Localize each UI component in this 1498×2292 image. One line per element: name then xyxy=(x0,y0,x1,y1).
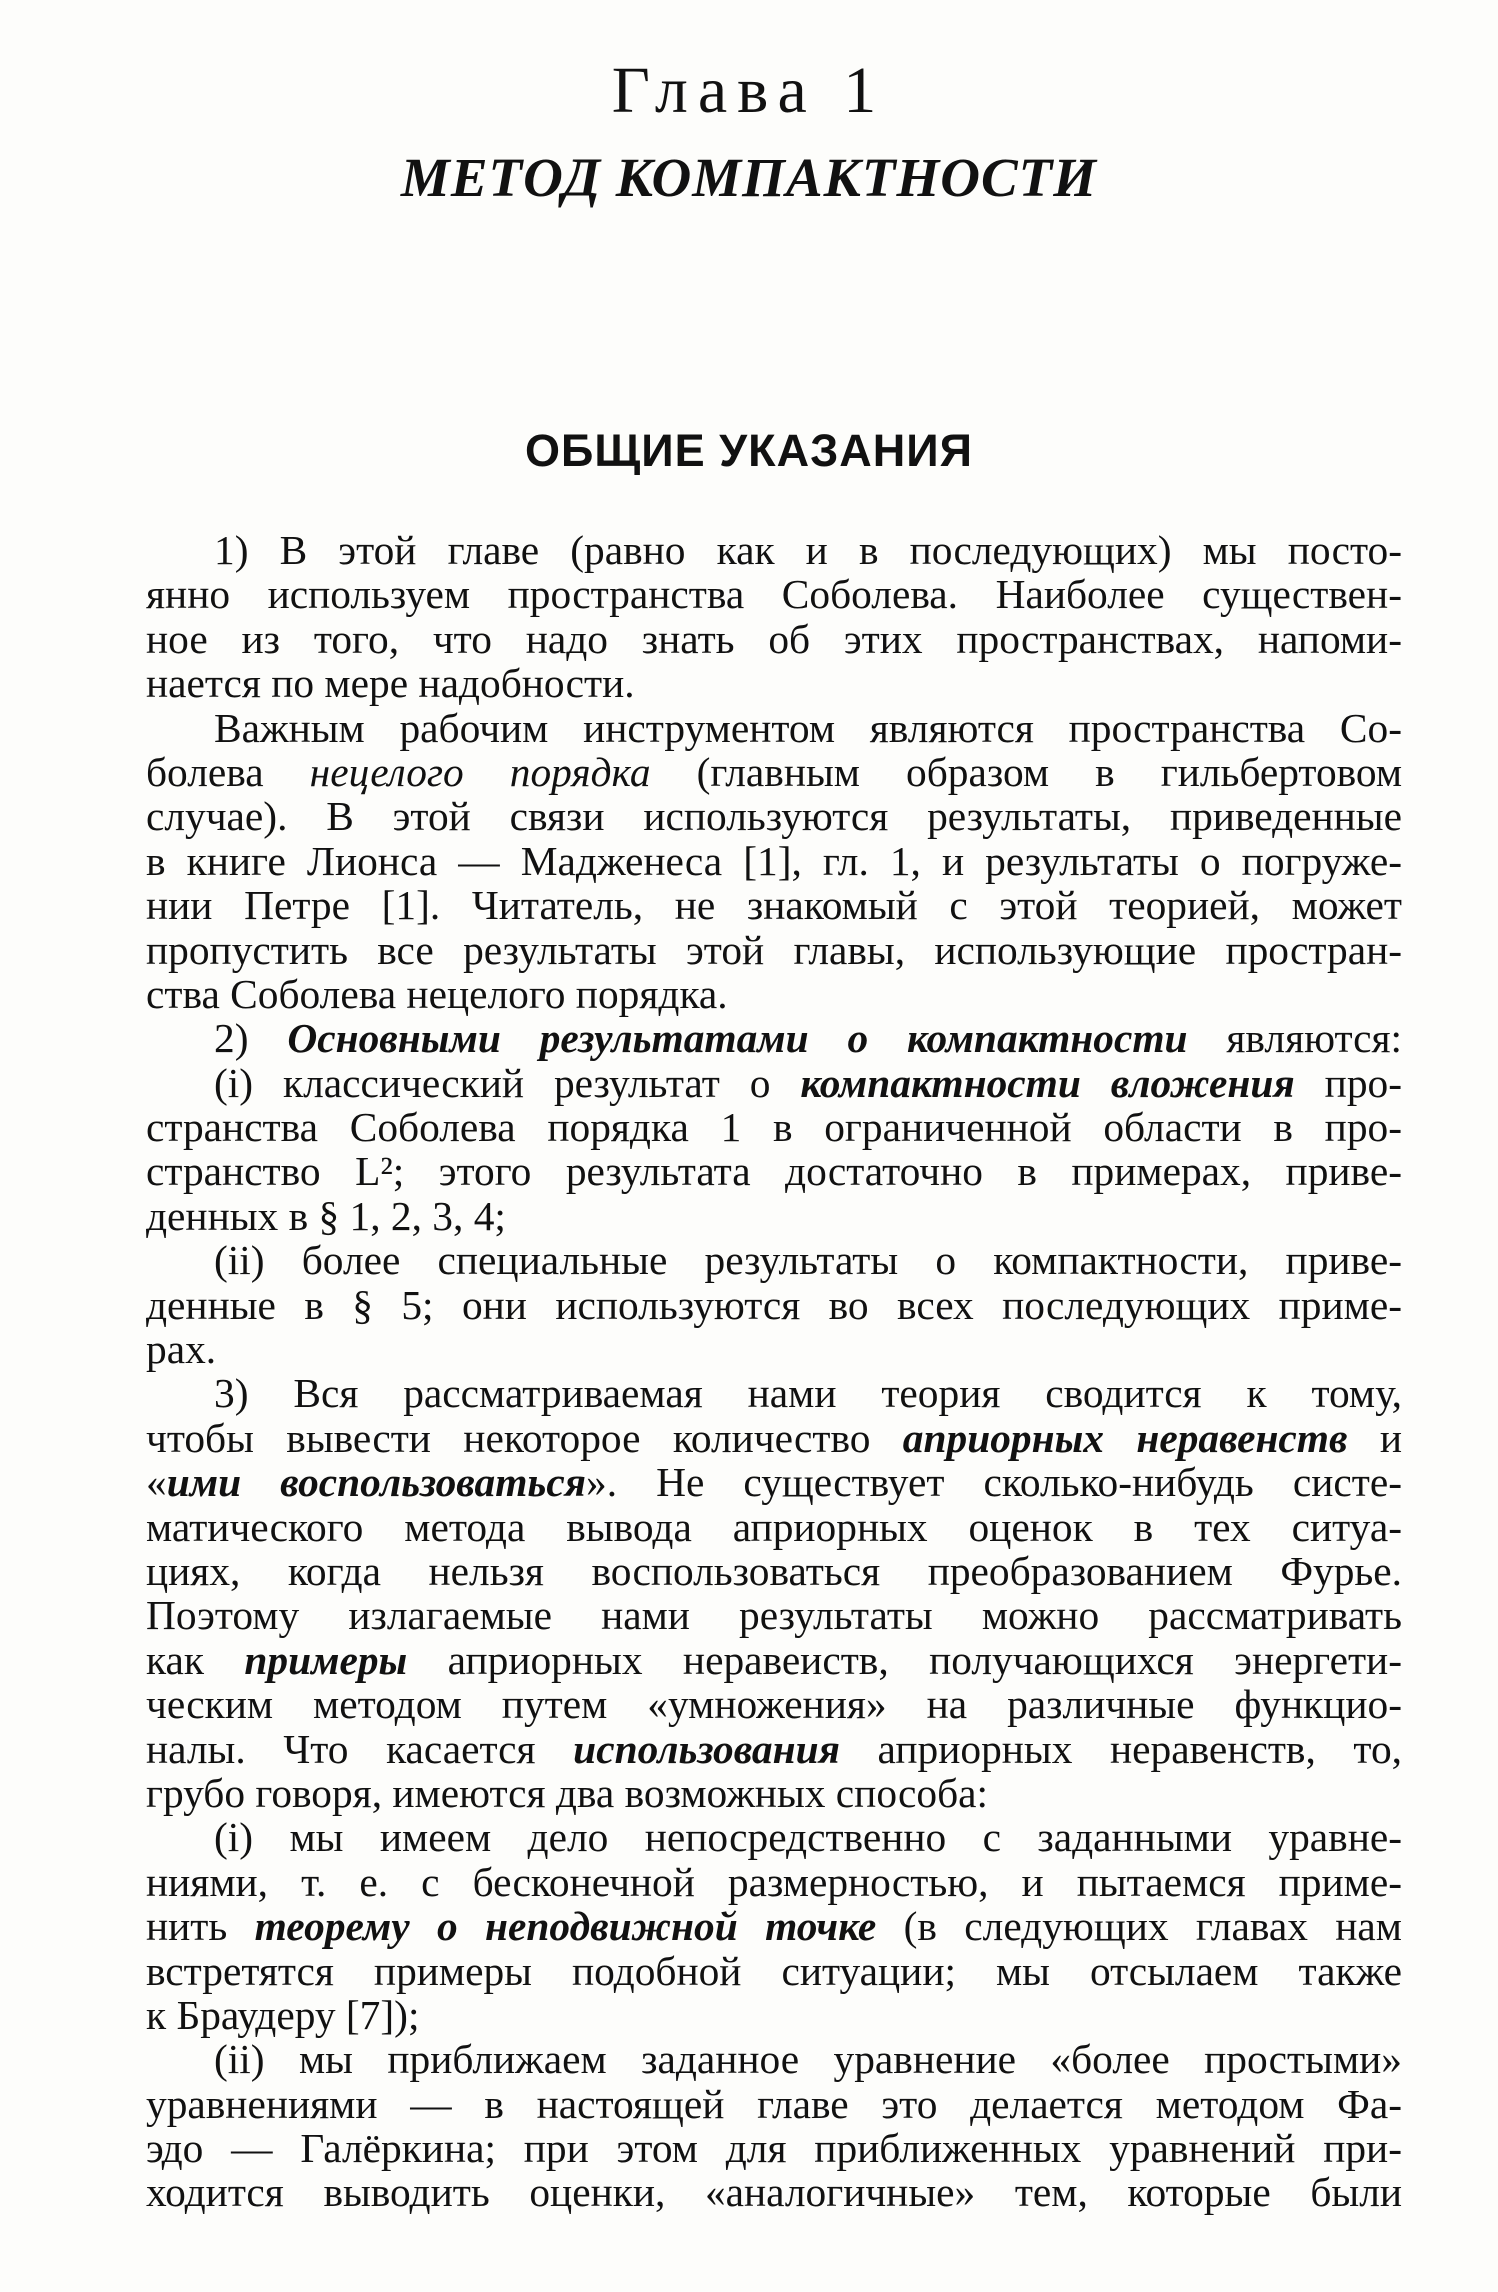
text-run: априорных неравенств, то, xyxy=(839,1725,1402,1772)
italic-term: использования xyxy=(573,1725,840,1772)
text-line: янно используем пространства Соболева. Наиболее существен- xyxy=(146,571,1402,618)
text-line: к Браудеру [7]); xyxy=(146,1991,420,2038)
text-line: грубо говоря, имеются два возможных способа: xyxy=(146,1769,989,1816)
text-line: циях, когда нельзя воспользоваться преобразованием Фурье. xyxy=(146,1547,1402,1594)
italic-term: примеры xyxy=(244,1636,408,1683)
chapter-title: МЕТОД КОМПАКТНОСТИ xyxy=(400,147,1098,208)
text-line: ное из того, что надо знать об этих пространствах, напоми- xyxy=(146,615,1402,662)
text-run: (главным образом в гильбертовом xyxy=(650,748,1403,795)
text-line xyxy=(146,1416,1402,1460)
italic-term: нецелого порядка xyxy=(309,748,651,795)
chapter-label: Глава 1 xyxy=(611,54,887,127)
text-line: денных в § 1, 2, 3, 4; xyxy=(146,1192,506,1239)
body-text xyxy=(146,528,1402,2215)
text-run: 2) xyxy=(214,1015,288,1062)
text-line xyxy=(146,750,1402,794)
text-line: (ii) более специальные результаты о компактности, приве- xyxy=(214,1237,1402,1284)
text-run: « xyxy=(146,1459,167,1506)
text-line: (ii) мы приближаем заданное уравнение «более простыми» xyxy=(214,2036,1402,2083)
text-line: эдо — Галёркина; при этом для приближенных уравнений при- xyxy=(146,2125,1402,2172)
text-line: ческим методом путем «умножения» на различные функцио- xyxy=(146,1681,1402,1728)
text-line: (i) мы имеем дело непосредственно с заданными уравне- xyxy=(214,1814,1402,1861)
italic-term: ими воспользоваться xyxy=(166,1459,587,1506)
italic-term: Основными результатами о компактности xyxy=(287,1015,1188,1062)
text-line xyxy=(146,1638,1402,1682)
text-line: встретятся примеры подобной ситуации; мы отсылаем также xyxy=(146,1947,1402,1994)
text-line: матического метода вывода априорных оценок в тех ситуа- xyxy=(146,1503,1402,1550)
text-line: в книге Лионса — Мадженеса [1], гл. 1, и результаты о погруже- xyxy=(146,837,1402,884)
text-run: налы. Что касается xyxy=(146,1725,574,1772)
text-line: ниями, т. е. с бесконечной размерностью, и пытаемся приме- xyxy=(146,1858,1402,1905)
text-run: нить xyxy=(146,1903,255,1950)
text-line: 1) В этой главе (равно как и в последующих) мы посто- xyxy=(214,527,1402,573)
text-run: априорных неравеиств, получающихся энергети- xyxy=(407,1636,1402,1683)
text-line xyxy=(146,1061,1402,1105)
italic-term: теорему о неподвижной точке xyxy=(254,1903,877,1950)
text-line: рах. xyxy=(146,1326,217,1373)
text-run: и xyxy=(1347,1414,1402,1461)
text-line xyxy=(146,1727,1402,1771)
text-line: ства Соболева нецелого порядка. xyxy=(146,970,728,1017)
text-line: пропустить все результаты этой главы, использующие простран- xyxy=(146,926,1402,973)
text-line xyxy=(146,1016,1402,1060)
text-line xyxy=(146,1904,1402,1948)
text-line: случае). В этой связи используются результаты, приведенные xyxy=(146,793,1402,840)
text-run: про- xyxy=(1294,1059,1402,1106)
text-run: как xyxy=(146,1636,245,1683)
text-run: ». Не существует сколько-нибудь систе- xyxy=(586,1459,1402,1506)
text-line: Поэтому излагаемые нами результаты можно рассматривать xyxy=(146,1592,1402,1639)
text-line: денные в § 5; они используются во всех последующих приме- xyxy=(146,1281,1402,1328)
text-run: чтобы вывести некоторое количество xyxy=(146,1414,903,1461)
italic-term: априорных неравенств xyxy=(902,1414,1348,1461)
text-line: 3) Вся рассматриваемая нами теория сводится к тому, xyxy=(214,1370,1402,1417)
text-run: (в следующих главах нам xyxy=(876,1903,1402,1950)
section-heading: ОБЩИЕ УКАЗАНИЯ xyxy=(525,425,973,476)
text-run: являются: xyxy=(1187,1015,1402,1062)
text-line xyxy=(146,1460,1402,1504)
text-line: нается по мере надобности. xyxy=(146,660,635,707)
text-run: (i) классический результат о xyxy=(214,1059,801,1106)
italic-term: компактности вложения xyxy=(800,1059,1295,1106)
text-line: Важным рабочим инструментом являются пространства Со- xyxy=(214,704,1402,751)
text-line: странства Соболева порядка 1 в ограниченной области в про- xyxy=(146,1104,1402,1151)
text-run: болева xyxy=(146,748,310,795)
text-line: нии Петре [1]. Читатель, не знакомый с этой теорией, может xyxy=(146,882,1402,929)
text-line: странство L²; этого результата достаточно в примерах, приве- xyxy=(146,1148,1402,1195)
text-line: ходится выводить оценки, «аналогичные» тем, которые были xyxy=(146,2169,1402,2216)
text-line: уравнениями — в настоящей главе это делается методом Фа- xyxy=(146,2080,1402,2127)
